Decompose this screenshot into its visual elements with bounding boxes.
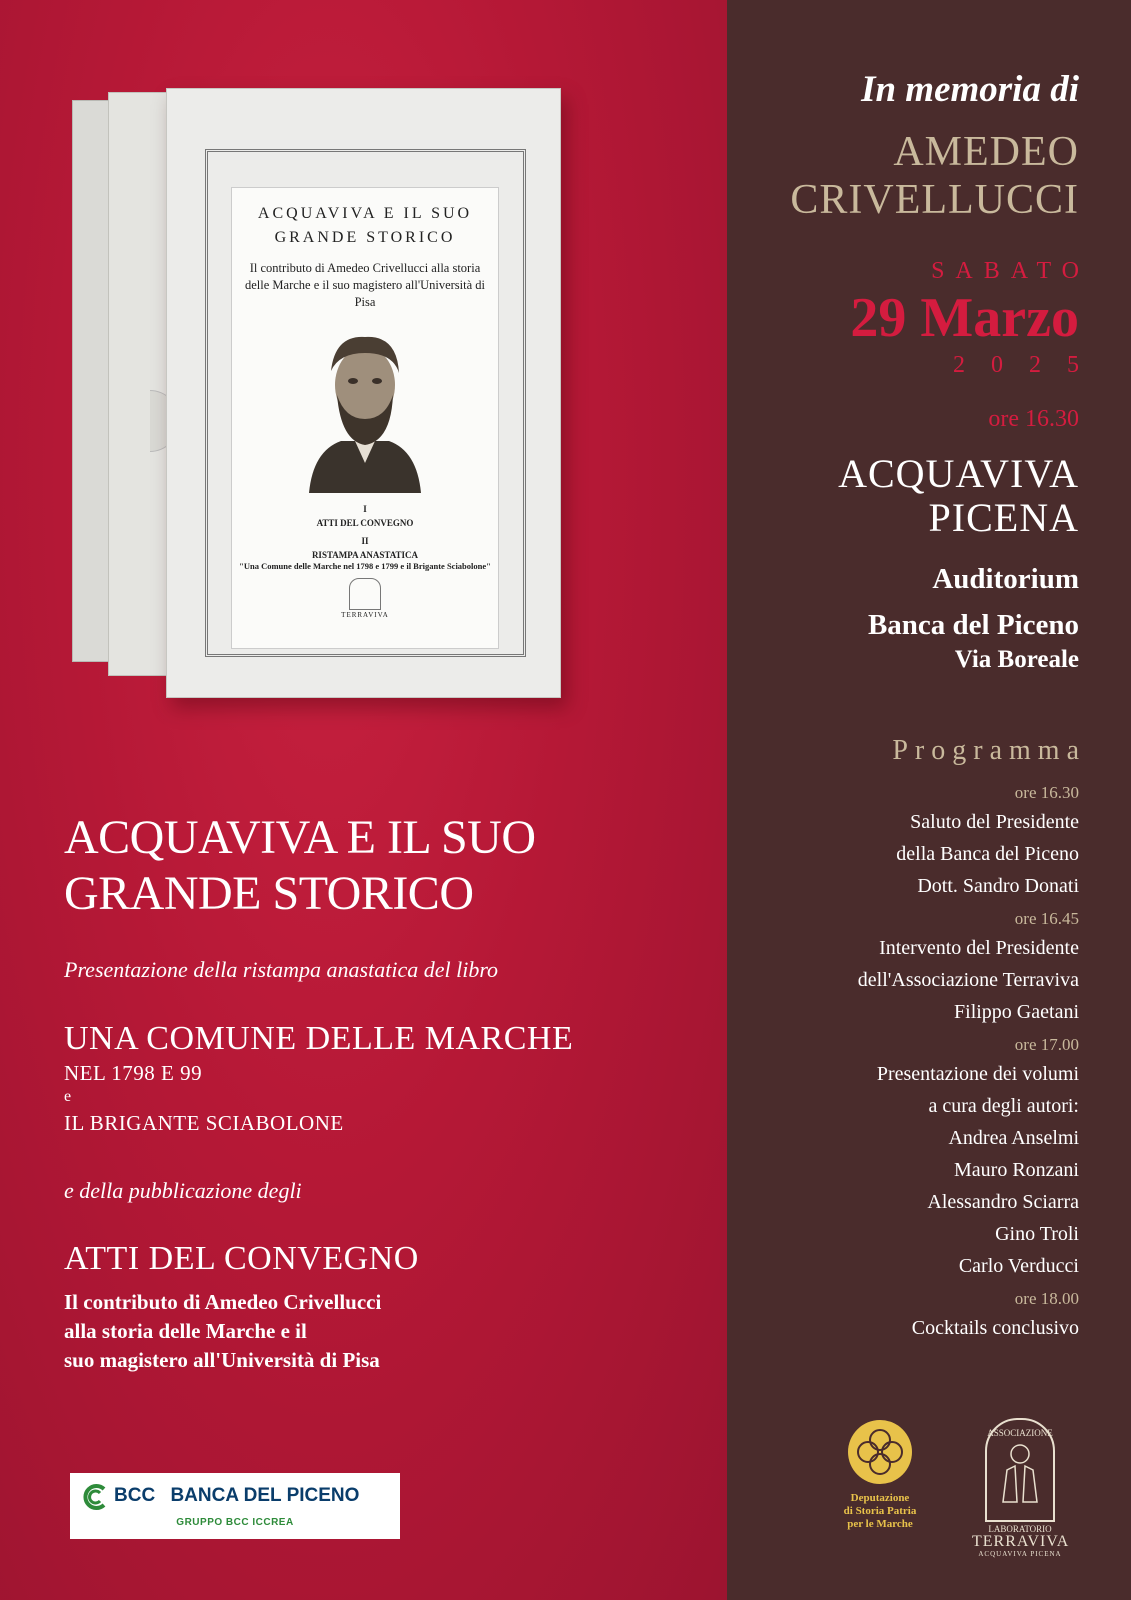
- terraviva-logo: [972, 1418, 1068, 1558]
- programme-item-line: Andrea Anselmi: [948, 1127, 1079, 1149]
- bcc-bank-name: BANCA DEL PICENO: [170, 1485, 360, 1506]
- event-venue: [868, 556, 1079, 648]
- terraviva-laboratorio: LABORATORIO: [988, 1524, 1052, 1534]
- programme-item: [858, 1288, 1079, 1344]
- event-city-line1: ACQUAVIVA: [838, 451, 1079, 496]
- book-slipcase-front: [166, 88, 561, 698]
- programme-heading: Programma: [892, 735, 1086, 766]
- programme-item-line: della Banca del Piceno: [896, 843, 1079, 865]
- terraviva-city: ACQUAVIVA PICENA: [978, 1550, 1062, 1558]
- deputazione-line2: di Storia Patria: [843, 1505, 917, 1517]
- deputazione-emblem-icon: [848, 1420, 912, 1484]
- programme-list: [858, 782, 1079, 1350]
- programme-item-line: a cura degli autori:: [928, 1095, 1079, 1117]
- programme-item: [858, 1034, 1079, 1282]
- bcc-prefix: BCC: [114, 1485, 156, 1506]
- programme-item-line: Dott. Sandro Donati: [917, 875, 1079, 897]
- book-cover-title: ACQUAVIVA E IL SUO GRANDE STORICO: [257, 205, 473, 246]
- honoree-first-name: AMEDEO: [893, 129, 1079, 175]
- presentation-line: Presentazione della ristampa anastatica del libro: [64, 957, 499, 982]
- book-cover-publisher: TERRAVIVA: [341, 611, 389, 619]
- reprint-title-conjunction: e: [64, 1088, 72, 1105]
- programme-item-line: Mauro Ronzani: [954, 1159, 1079, 1181]
- event-city: [838, 452, 1079, 540]
- programme-item-time: ore 17.00: [1014, 1035, 1079, 1054]
- book-cover-section2-quote: "Una Comune delle Marche nel 1798 e 1799 e il Brigante Sciabolone": [239, 561, 491, 571]
- terraviva-name: TERRAVIVA: [972, 1533, 1070, 1550]
- programme-item: [858, 782, 1079, 902]
- programme-item-time: ore 18.00: [1014, 1289, 1079, 1308]
- terraviva-crest-icon: [349, 578, 381, 610]
- book-cover-subtitle: Il contributo di Amedeo Crivellucci alla storia delle Marche e il suo magistero all'Università di Pisa: [244, 261, 486, 309]
- programme-item-time: ore 16.45: [1014, 909, 1079, 928]
- programme-item-line: Gino Troli: [995, 1223, 1079, 1245]
- event-city-line2: PICENA: [928, 495, 1079, 540]
- programme-item-line: Filippo Gaetani: [954, 1001, 1079, 1023]
- crivellucci-portrait-image: [301, 323, 429, 493]
- programme-item-line: Carlo Verducci: [958, 1255, 1079, 1277]
- event-weekday: SABATO: [931, 258, 1090, 284]
- acts-subtitle-line3: suo magistero all'Università di Pisa: [64, 1348, 380, 1372]
- publication-line: e della pubblicazione degli: [64, 1178, 302, 1203]
- programme-item-time: ore 16.30: [1014, 783, 1079, 802]
- bcc-group-name: GRUPPO BCC ICCREA: [176, 1517, 294, 1528]
- programme-item-line: Intervento del Presidente: [879, 937, 1079, 959]
- reprint-title-line3: IL BRIGANTE SCIABOLONE: [64, 1111, 344, 1135]
- acts-subtitle-line2: alla storia delle Marche e il: [64, 1319, 307, 1343]
- honoree-name: [790, 128, 1079, 224]
- programme-item: [858, 908, 1079, 1028]
- acts-subtitle: [64, 1288, 381, 1375]
- reprint-title-line2: NEL 1798 E 99: [64, 1061, 203, 1085]
- programme-item-line: Presentazione dei volumi: [876, 1063, 1079, 1085]
- book-cover-section1: ATTI DEL CONVEGNO: [316, 518, 414, 528]
- terraviva-association: ASSOCIAZIONE: [987, 1428, 1053, 1438]
- sponsor-bcc-logo: [70, 1473, 400, 1539]
- memorial-line: In memoria di: [861, 69, 1079, 110]
- programme-item-line: dell'Associazione Terraviva: [857, 969, 1079, 991]
- book-cover-label: [231, 187, 499, 649]
- event-venue-line2: Banca del Piceno: [867, 609, 1079, 641]
- deputazione-line1: Deputazione: [850, 1492, 910, 1504]
- main-title: ACQUAVIVA E IL SUO GRANDE STORICO: [64, 811, 536, 920]
- programme-item-line: Cocktails conclusivo: [911, 1317, 1079, 1339]
- event-address: Via Boreale: [954, 646, 1079, 673]
- acts-title: ATTI DEL CONVEGNO: [64, 1240, 419, 1277]
- event-venue-line1: Auditorium: [932, 563, 1079, 595]
- programme-item-line: Saluto del Presidente: [910, 811, 1079, 833]
- terraviva-arch-icon: [985, 1418, 1055, 1522]
- bcc-c-icon: [82, 1483, 110, 1511]
- deputazione-line3: per le Marche: [847, 1518, 913, 1530]
- event-year: 2025: [953, 352, 1105, 378]
- book-cover-section1-number: I: [363, 504, 367, 514]
- book-cover-section2-number: II: [361, 536, 369, 546]
- deputazione-text: [820, 1492, 940, 1531]
- acts-subtitle-line1: Il contributo di Amedeo Crivellucci: [64, 1290, 382, 1314]
- event-time: ore 16.30: [988, 406, 1079, 432]
- honoree-last-name: CRIVELLUCCI: [790, 177, 1079, 223]
- book-cover-section2: RISTAMPA ANASTATICA: [311, 550, 419, 560]
- event-date: 29 Marzo: [850, 287, 1079, 349]
- deputazione-logo: [820, 1420, 940, 1531]
- reprint-title: UNA COMUNE DELLE MARCHE: [64, 1020, 574, 1057]
- programme-item-line: Alessandro Sciarra: [927, 1191, 1079, 1213]
